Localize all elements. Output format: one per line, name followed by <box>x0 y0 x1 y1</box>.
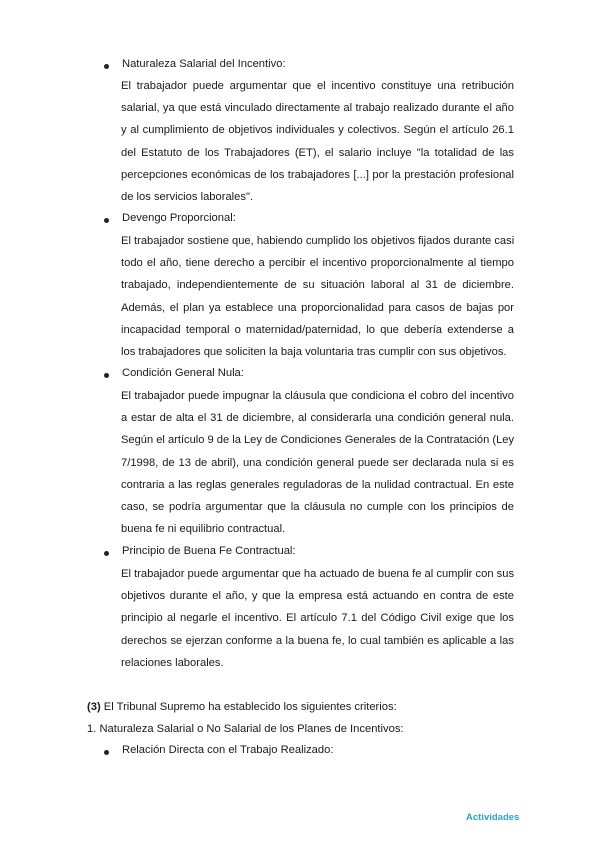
criteria-text: El Tribunal Supremo ha establecido los siguientes criterios: <box>103 701 397 713</box>
bullet-title: Naturaleza Salarial del Incentivo: <box>122 58 286 70</box>
paragraph-line: principio al negarle el incentivo. El artículo 7.1 del Código Civil exige que los <box>121 612 514 625</box>
bullet-title: Relación Directa con el Trabajo Realizado: <box>122 744 334 756</box>
paragraph-line: El trabajador sostiene que, habiendo cumplido los objetivos fijados durante casi <box>121 235 515 247</box>
paragraph-line: y al cumplimiento de objetivos individuales y colectivos. Según el artículo 26.1 <box>121 124 514 137</box>
paragraph-line: buena fe ni equilibrio contractual. <box>121 523 286 536</box>
bullet-title: Condición General Nula: <box>122 367 244 379</box>
bullet-icon <box>104 373 109 378</box>
paragraph-line: contraria a las reglas generales reguladoras de la nulidad contractual. En este <box>121 478 514 491</box>
paragraph-line: todo el año, tiene derecho a percibir el incentivo proporcionalmente al tiempo <box>121 257 514 270</box>
paragraph-line: Además, el plan ya establece una proporcionalidad para casos de bajas por <box>121 301 514 314</box>
paragraph <box>121 230 514 363</box>
paragraph-line: del Estatuto de los Trabajadores (ET), el salario incluye "la totalidad de las <box>121 146 514 159</box>
bullet-icon <box>104 218 109 223</box>
paragraph-line: los trabajadores que soliciten la baja voluntaria tras cumplir con sus objetivos. <box>121 345 507 358</box>
paragraph-line: El trabajador puede impugnar la cláusula que condiciona el cobro del incentivo <box>121 390 514 402</box>
paragraph-line: caso, se podría argumentar que la cláusula no cumple con los principios de <box>121 500 514 513</box>
paragraph <box>121 563 514 674</box>
paragraph-line: objetivos durante el año, y que la empresa está actuando en contra de este <box>121 590 514 603</box>
paragraph-line: salarial, ya que está vinculado directamente al trabajo realizado durante el año <box>121 102 514 115</box>
bullet-icon <box>104 750 109 755</box>
paragraph-line: incapacidad temporal o maternidad/paternidad, lo que debería extenderse a <box>121 323 514 336</box>
criteria-line <box>87 701 397 714</box>
paragraph-line: derechos se ejerzan conforme a la buena fe, lo cual también es aplicable a las <box>121 634 514 647</box>
paragraph-line: percepciones económicas de los trabajadores [...] por la prestación profesional <box>121 168 514 181</box>
paragraph-line: relaciones laborales. <box>121 656 224 669</box>
paragraph-line: 7/1998, de 13 de abril), una condición general puede ser declarada nula si es <box>121 456 514 469</box>
criteria-number: (3) <box>87 701 101 713</box>
paragraph-line: Según el artículo 9 de la Ley de Condiciones Generales de la Contratación (Ley <box>121 434 514 447</box>
paragraph-line: trabajado, independientemente de su situación laboral al 31 de diciembre. <box>121 279 514 292</box>
paragraph-line: de los servicios laborales". <box>121 190 254 203</box>
bullet-title: Devengo Proporcional: <box>122 212 236 224</box>
paragraph-line: El trabajador puede argumentar que ha actuado de buena fe al cumplir con sus <box>121 568 515 580</box>
paragraph <box>121 385 514 540</box>
numbered-item: 1. Naturaleza Salarial o No Salarial de los Planes de Incentivos: <box>87 723 404 735</box>
paragraph <box>121 75 514 208</box>
bullet-icon <box>104 64 109 69</box>
footer-label: Actividades <box>466 812 520 823</box>
bullet-title: Principio de Buena Fe Contractual: <box>122 545 296 557</box>
paragraph-line: El trabajador puede argumentar que el incentivo constituye una retribución <box>121 80 514 92</box>
paragraph-line: a estar de alta el 31 de diciembre, al considerarla una condición general nula. <box>121 412 514 425</box>
bullet-icon <box>104 551 109 556</box>
